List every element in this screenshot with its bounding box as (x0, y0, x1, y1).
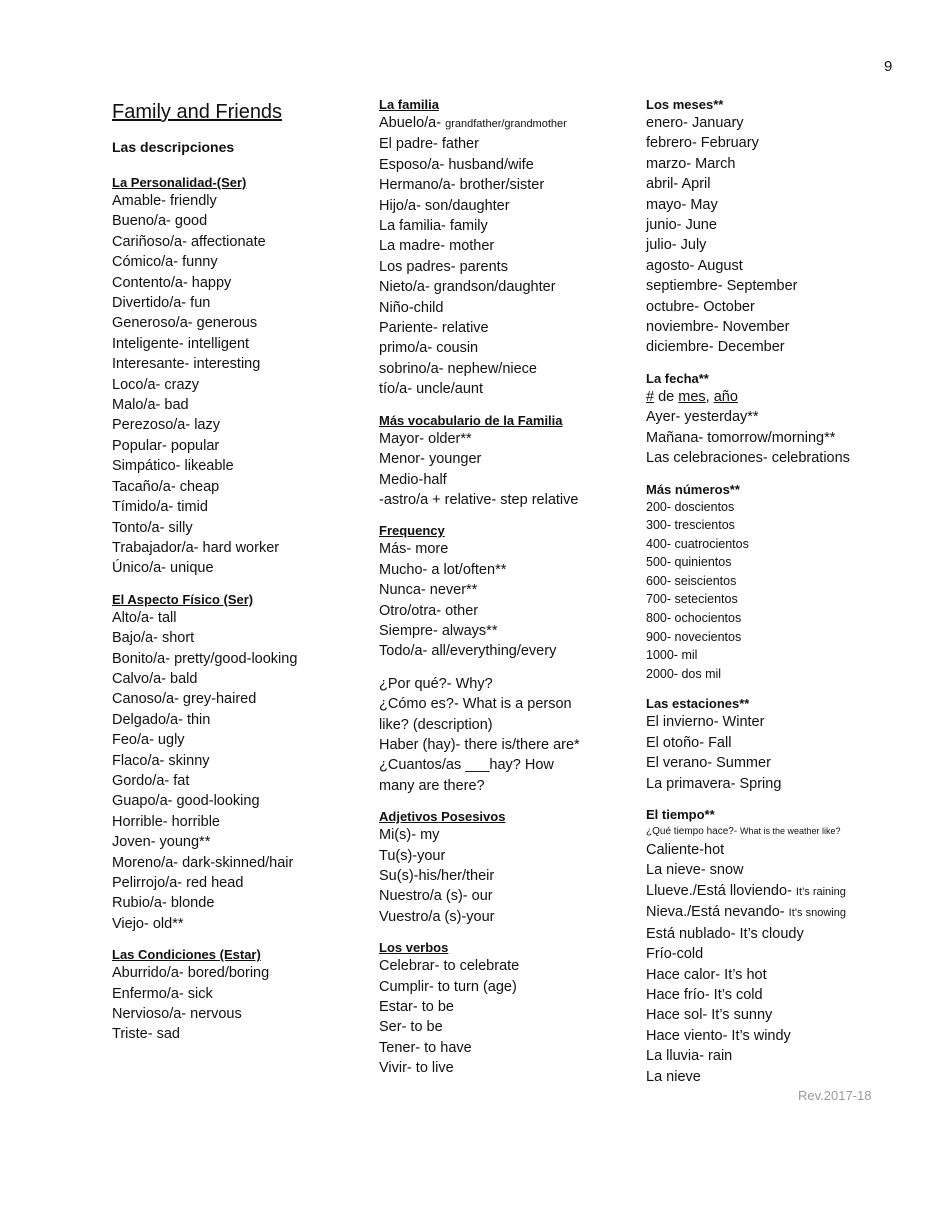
vocab-item: Joven- young** (112, 834, 211, 851)
vocab-item: Delgado/a- thin (112, 711, 211, 728)
page-number: 9 (884, 58, 893, 75)
section-title: Más números** (646, 481, 740, 497)
vocab-item: Bajo/a- short (112, 630, 195, 647)
vocab-item: Calvo/a- bald (112, 670, 198, 687)
vocab-item: Nunca- never** (379, 582, 478, 599)
vocab-item: Alto/a- tall (112, 609, 177, 626)
vocab-item: Ayer- yesterday** (646, 409, 759, 426)
section-mas-numeros (646, 481, 906, 684)
vocab-item: Aburrido/a- bored/boring (112, 965, 270, 982)
vocab-item: Estar- to be (379, 999, 454, 1016)
section-adjetivos-posesivos (379, 808, 629, 927)
vocab-item: El invierno- Winter (646, 714, 765, 731)
vocab-item: Nuestro/a (s)- our (379, 888, 493, 905)
vocab-item: Vivir- to live (379, 1060, 454, 1077)
vocab-item (646, 902, 906, 923)
vocab-item: Bonito/a- pretty/good-looking (112, 650, 298, 667)
vocab-item: Horrible- horrible (112, 813, 220, 830)
vocab-item: 900- novecientos (646, 629, 742, 644)
vocab-item: primo/a- cousin (379, 340, 479, 357)
vocab-item: Triste- sad (112, 1026, 180, 1043)
vocab-item: La primavera- Spring (646, 775, 782, 792)
vocab-item: Guapo/a- good-looking (112, 793, 260, 810)
vocab-item: Loco/a- crazy (112, 376, 200, 393)
vocab-item (379, 113, 629, 134)
vocab-item: Nervioso/a- nervous (112, 1006, 242, 1023)
vocab-item: Inteligente- intelligent (112, 335, 250, 352)
section-mas-vocabulario (379, 412, 629, 511)
vocab-item: Cariñoso/a- affectionate (112, 233, 266, 250)
revision-label: Rev.2017-18 (798, 1088, 872, 1103)
vocab-item: Generoso/a- generous (112, 315, 258, 332)
vocab-term: ¿Qué tiempo hace?- (646, 826, 740, 838)
date-hash: # (646, 388, 655, 405)
vocab-item: Las celebraciones- celebrations (646, 450, 850, 467)
section-meses (646, 96, 906, 358)
section-title: Los meses** (646, 97, 724, 112)
vocab-item: Pariente- relative (379, 320, 489, 337)
vocab-item: Siempre- always** (379, 622, 498, 639)
vocab-item: Tonto/a- silly (112, 519, 193, 536)
vocab-item: Gordo/a- fat (112, 772, 190, 789)
vocab-item: diciembre- December (646, 339, 785, 356)
vocab-item: Enfermo/a- sick (112, 985, 213, 1002)
vocab-item: El otoño- Fall (646, 734, 732, 751)
section-fecha (646, 370, 906, 469)
vocab-item: Hace sol- It’s sunny (646, 1007, 773, 1024)
section-frequency (379, 522, 629, 661)
vocab-item: La familia- family (379, 218, 488, 235)
vocab-item: Mi(s)- my (379, 827, 440, 844)
vocab-item: Tener- to have (379, 1039, 472, 1056)
date-de: de (654, 388, 679, 405)
vocab-item: octubre- October (646, 298, 755, 315)
section-title: Frequency (379, 523, 445, 539)
section-title: La Personalidad-(Ser) (112, 175, 247, 190)
vocab-item: ¿Cómo es?- What is a person (379, 696, 572, 713)
vocab-item: Mucho- a lot/often** (379, 561, 507, 578)
vocab-item: 300- trescientos (646, 518, 735, 533)
vocab-item: Tu(s)-your (379, 847, 446, 864)
vocab-item: enero- January (646, 115, 744, 131)
date-ano: año (713, 388, 738, 405)
vocab-item: Perezoso/a- lazy (112, 417, 220, 434)
vocab-item: Los padres- parents (379, 258, 508, 275)
vocab-note: grandfather/grandmother (445, 118, 567, 130)
vocab-item: Moreno/a- dark-skinned/hair (112, 854, 294, 871)
vocab-item: 2000- dos mil (646, 666, 722, 681)
vocab-term: Nieva./Está nevando- (646, 904, 789, 921)
vocab-item: junio- June (646, 217, 717, 234)
vocab-item: julio- July (646, 237, 707, 254)
section-estaciones (646, 695, 906, 794)
section-title: El Aspecto Físico (Ser) (112, 591, 254, 607)
vocab-item: Tacaño/a- cheap (112, 478, 220, 495)
vocab-item: Trabajador/a- hard worker (112, 539, 280, 556)
vocab-item: Más- more (379, 541, 449, 558)
vocab-item: 500- quinientos (646, 555, 732, 570)
vocab-note: It’s raining (795, 885, 846, 898)
vocab-item: Medio-half (379, 471, 447, 488)
vocab-item: 400- cuatrocientos (646, 536, 749, 551)
vocab-item: Interesante- interesting (112, 356, 261, 373)
section-aspecto-fisico (112, 591, 362, 935)
section-title: Los verbos (379, 940, 449, 956)
vocab-item: Tímido/a- timid (112, 499, 208, 516)
section-title: Las Condiciones (Estar) (112, 947, 261, 963)
vocab-item: Malo/a- bad (112, 397, 189, 414)
section-tiempo (646, 806, 906, 1087)
section-title: Más vocabulario de la Familia (379, 412, 563, 428)
section-title: Las estaciones** (646, 696, 750, 712)
section-title: La familia (379, 97, 439, 112)
vocab-item: many are there? (379, 777, 485, 794)
vocab-item: El verano- Summer (646, 755, 771, 772)
vocab-item: -astro/a + relative- step relative (379, 491, 579, 508)
vocab-item: Ser- to be (379, 1019, 443, 1036)
vocab-item: Feo/a- ugly (112, 732, 185, 749)
section-title: El tiempo** (646, 807, 715, 823)
vocab-item: mayo- May (646, 196, 718, 213)
vocab-item: 200- doscientos (646, 499, 735, 514)
vocab-note: It’s snowing (788, 907, 846, 920)
section-title: La fecha** (646, 370, 709, 386)
section-questions (379, 674, 629, 796)
vocab-item: Divertido/a- fun (112, 295, 211, 312)
vocab-item: tío/a- uncle/aunt (379, 381, 483, 398)
vocab-item: noviembre- November (646, 319, 790, 336)
section-personalidad (112, 174, 362, 579)
vocab-item: agosto- August (646, 257, 743, 274)
section-title: Adjetivos Posesivos (379, 809, 506, 825)
section-condiciones (112, 946, 362, 1045)
page-title: Family and Friends (112, 101, 283, 123)
vocab-item: Único/a- unique (112, 560, 214, 577)
section-verbos (379, 939, 629, 1078)
vocab-item: La madre- mother (379, 238, 495, 255)
vocab-item: Celebrar- to celebrate (379, 958, 520, 975)
vocab-item: 1000- mil (646, 648, 698, 663)
date-comma: , (705, 388, 714, 405)
vocab-item (646, 881, 906, 902)
section-la-familia (379, 96, 629, 400)
column-1 (112, 96, 362, 1057)
vocab-item: Su(s)-his/her/their (379, 868, 495, 884)
date-mes: mes (678, 388, 706, 405)
vocab-item: 600- seiscientos (646, 573, 737, 588)
column-3 (646, 96, 906, 1099)
vocab-item: Haber (hay)- there is/there are* (379, 736, 580, 753)
vocab-item: Todo/a- all/everything/every (379, 643, 557, 660)
vocab-item: febrero- February (646, 135, 759, 152)
vocab-item: Canoso/a- grey-haired (112, 691, 257, 708)
vocab-item: El padre- father (379, 136, 479, 153)
vocab-item: Niño-child (379, 299, 444, 316)
vocab-item: Popular- popular (112, 437, 220, 454)
vocab-item: Bueno/a- good (112, 213, 208, 230)
vocab-item: Hace frío- It’s cold (646, 986, 763, 1003)
vocab-item: Cumplir- to turn (age) (379, 978, 517, 995)
date-format (646, 387, 906, 407)
vocab-item: like? (description) (379, 716, 493, 733)
vocab-item: Cómico/a- funny (112, 254, 218, 271)
vocab-item: Flaco/a- skinny (112, 752, 210, 769)
vocab-item: Vuestro/a (s)-your (379, 908, 495, 925)
vocab-item: Nieto/a- grandson/daughter (379, 279, 556, 296)
vocab-item: 700- setecientos (646, 592, 738, 607)
vocab-item: abril- April (646, 176, 711, 193)
vocab-item: Contento/a- happy (112, 274, 232, 291)
vocab-item: Hace viento- It’s windy (646, 1027, 791, 1044)
vocab-item: sobrino/a- nephew/niece (379, 360, 537, 377)
column-2 (379, 96, 629, 1091)
vocab-item: Hace calor- It’s hot (646, 966, 767, 983)
vocab-item: Frío-cold (646, 946, 704, 963)
vocab-item: marzo- March (646, 155, 736, 172)
vocab-note: What is the weather like? (739, 826, 841, 837)
weather-question (646, 823, 906, 840)
vocab-item: Mayor- older** (379, 430, 472, 447)
vocab-item: Mañana- tomorrow/morning** (646, 429, 836, 446)
vocab-item: Simpático- likeable (112, 458, 234, 475)
vocab-item: La nieve (646, 1068, 701, 1085)
vocab-item: Menor- younger (379, 451, 482, 468)
vocab-term: Abuelo/a- (379, 115, 446, 131)
vocab-item: Esposo/a- husband/wife (379, 156, 534, 173)
vocab-item: Caliente-hot (646, 842, 725, 859)
vocab-item: Está nublado- It’s cloudy (646, 925, 804, 942)
vocab-item: Hermano/a- brother/sister (379, 177, 545, 194)
page-subtitle: Las descripciones (112, 139, 235, 155)
vocab-item: septiembre- September (646, 278, 798, 295)
vocab-item: La nieve- snow (646, 862, 744, 879)
vocab-item: Viejo- old** (112, 915, 184, 932)
vocab-item: Hijo/a- son/daughter (379, 197, 510, 214)
vocab-item: Pelirrojo/a- red head (112, 875, 244, 891)
vocab-item: ¿Por qué?- Why? (379, 675, 493, 692)
vocab-item: La lluvia- rain (646, 1048, 733, 1065)
vocab-item: Otro/otra- other (379, 602, 479, 619)
vocab-item: Amable- friendly (112, 193, 217, 209)
vocab-item: 800- ochocientos (646, 611, 742, 626)
vocab-item: Rubio/a- blonde (112, 895, 215, 912)
vocab-term: Llueve./Está lloviendo- (646, 882, 796, 899)
vocab-item: ¿Cuantos/as ___hay? How (379, 757, 554, 774)
